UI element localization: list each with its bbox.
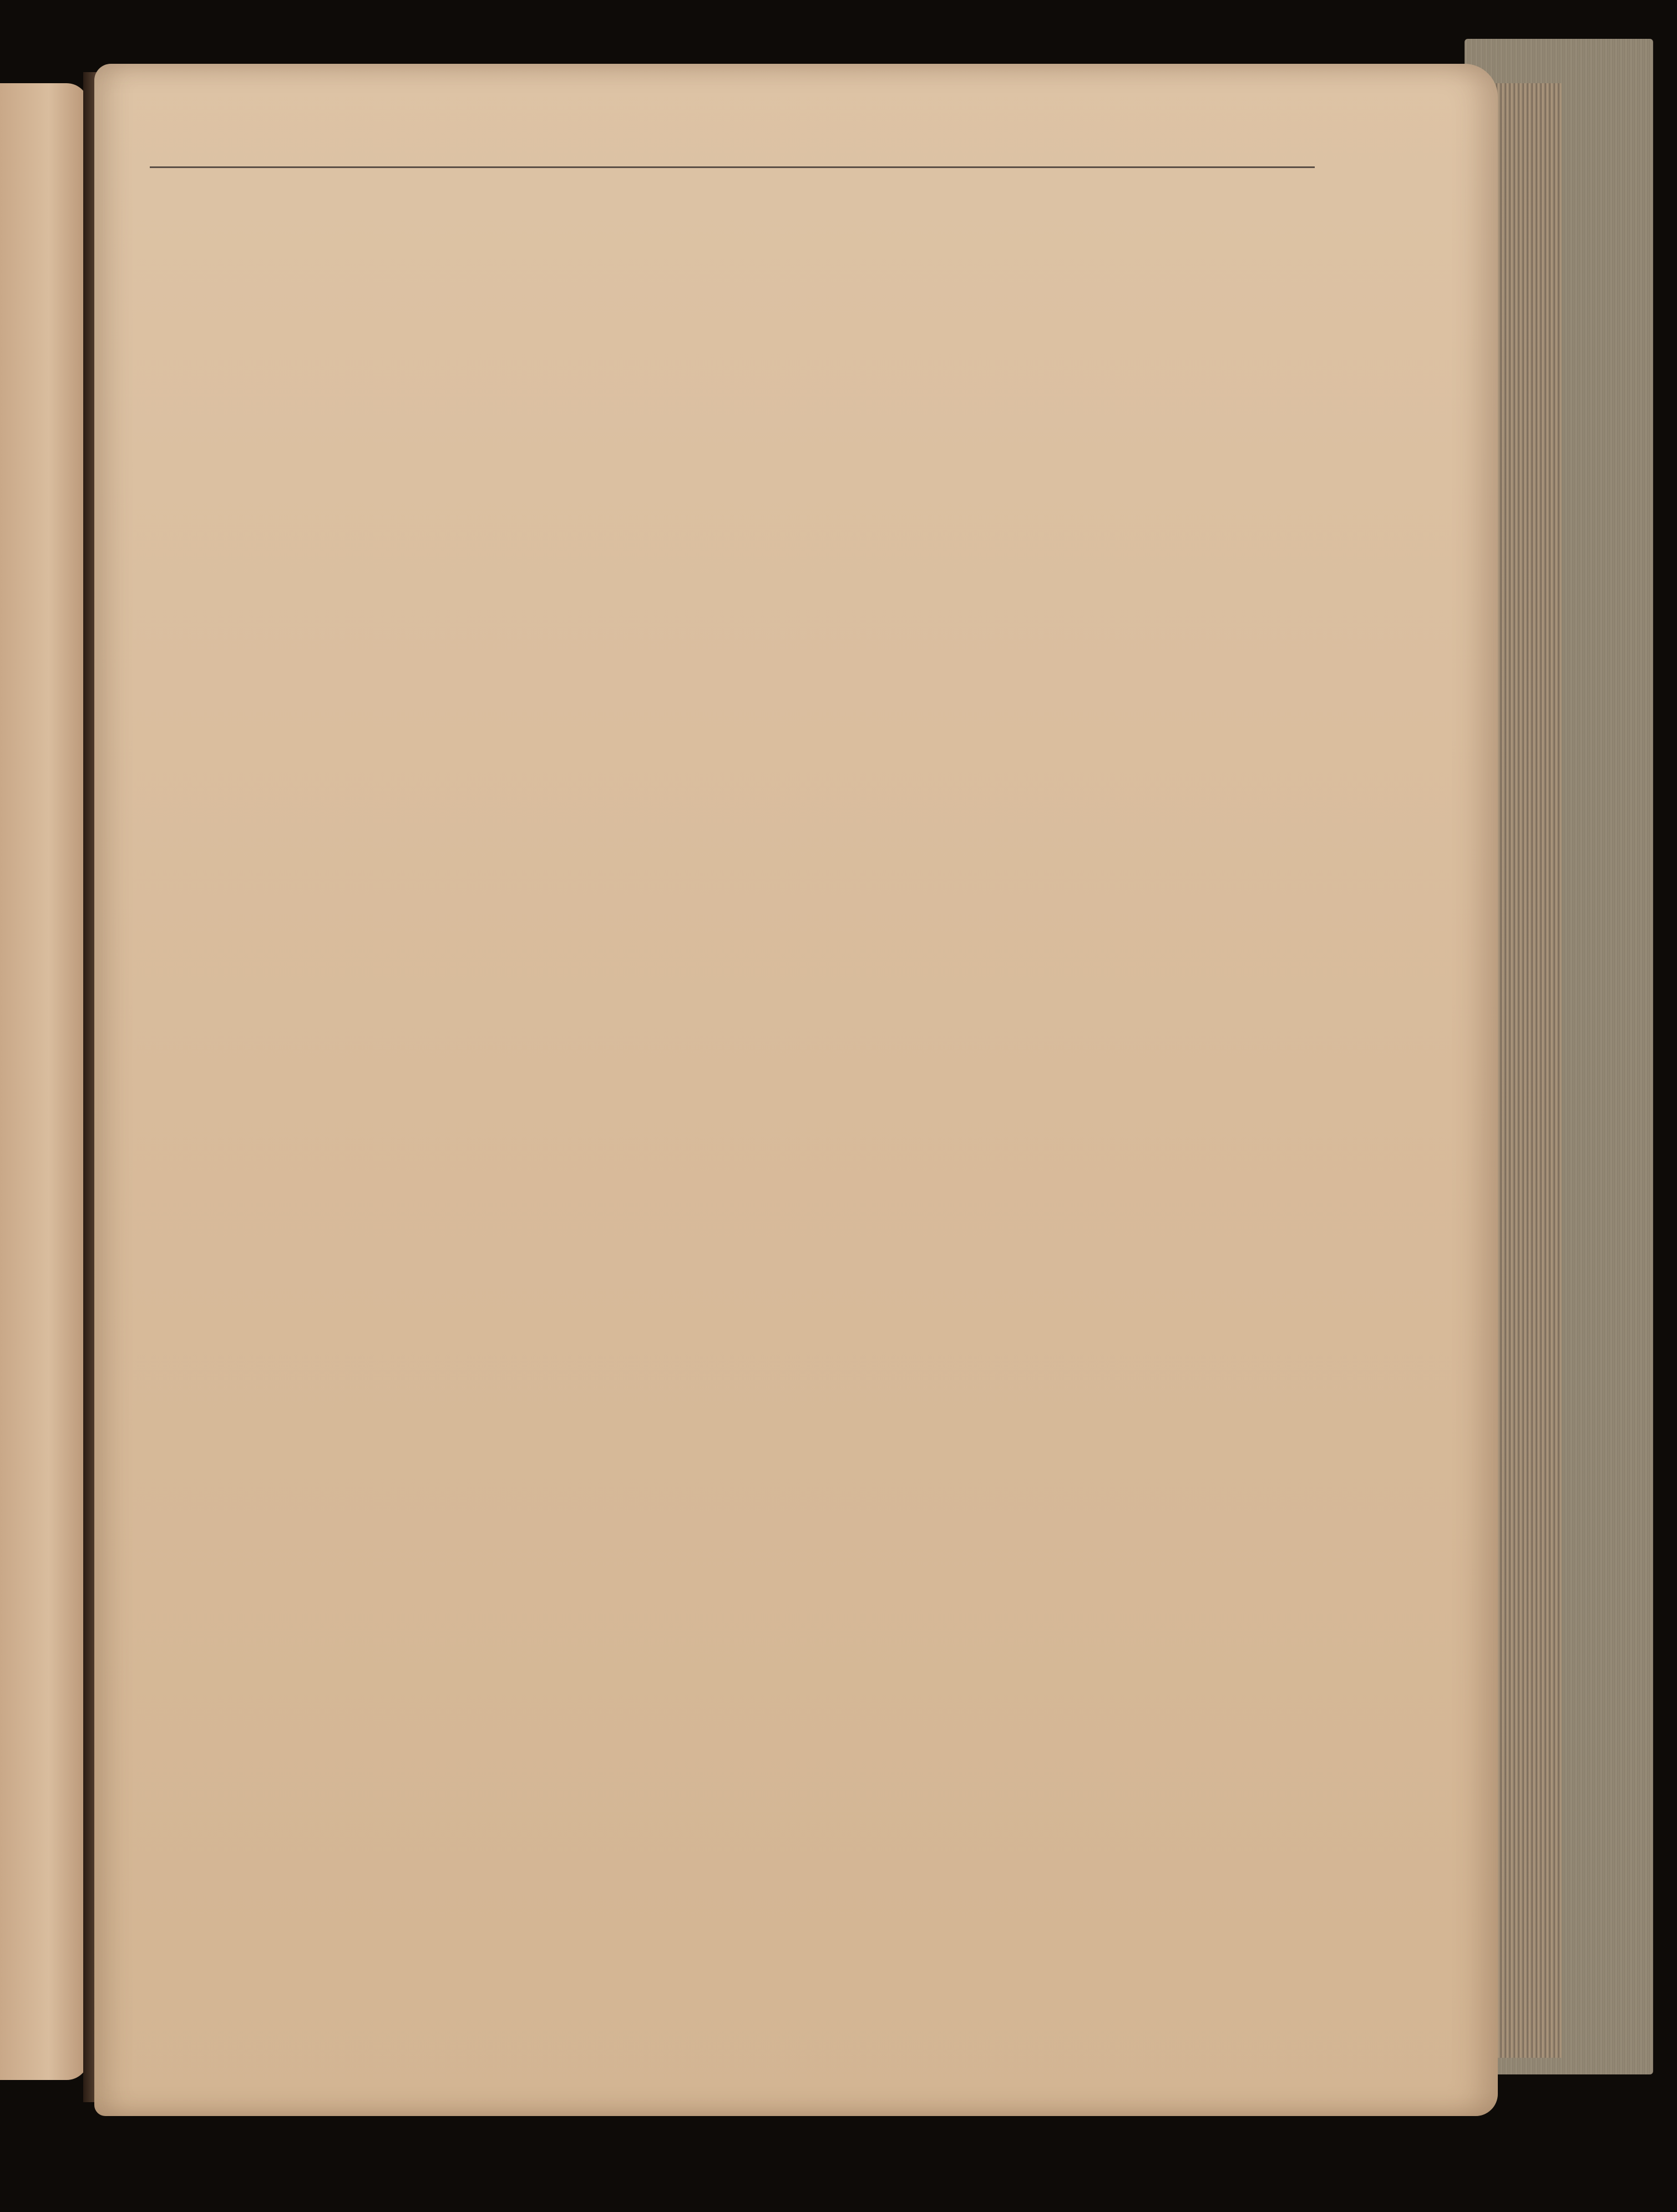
running-head	[150, 125, 1315, 169]
book-page	[94, 64, 1498, 2116]
previous-page-strip	[0, 83, 89, 2080]
header-rule	[150, 166, 1315, 168]
